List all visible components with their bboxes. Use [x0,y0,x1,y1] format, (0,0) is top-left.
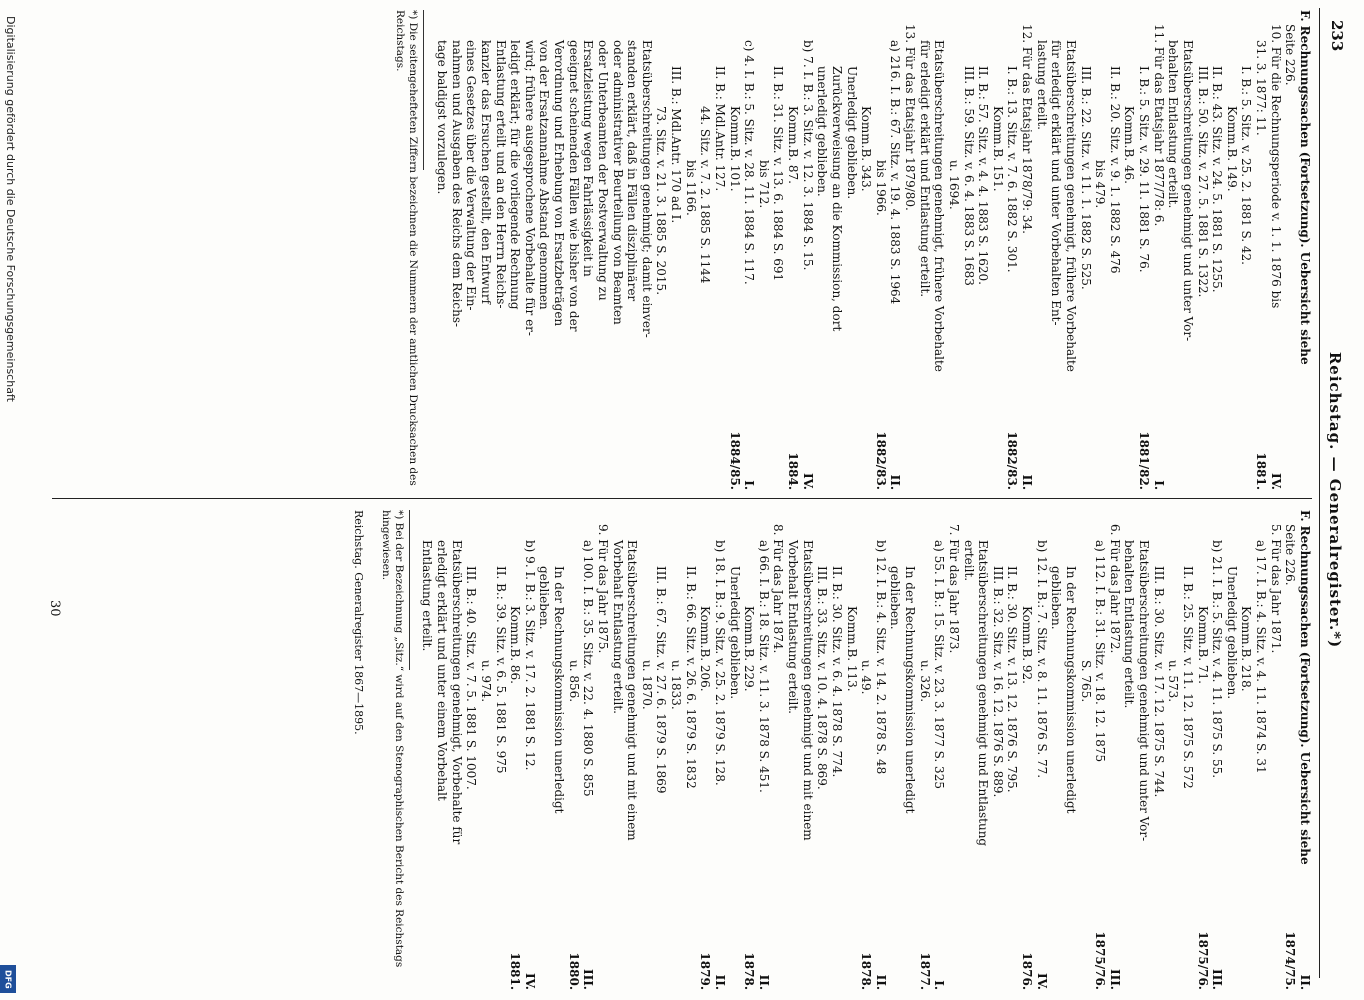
entry-text: Komm.B. 86. [508,606,523,684]
register-entry-line [961,10,976,490]
register-entry-line [610,510,625,990]
left-column [393,10,1312,490]
folio-number: 30 [47,600,62,617]
entry-text: Komm.B. 149. [1224,106,1239,192]
register-entry-line [1093,10,1108,490]
entry-text: F. Rechnungssachen (Fortsetzung). Uebersicht siehe [1298,510,1312,865]
register-entry-line [727,10,742,490]
entry-text: II. B.: 30. Sitz. v. 6. 4. 1878 S. 774. [830,566,844,778]
session-year-label: 1881. [508,952,523,990]
session-year-label: II. [888,474,903,490]
entry-text: u. 1870. [639,660,654,710]
footnote-rule [409,510,410,670]
register-entry-line [552,510,567,990]
register-entry-line [1151,10,1166,490]
register-entry-line [1254,510,1269,990]
register-entry-line [566,10,581,490]
entry-text: 44. Sitz. v. 7. 2. 1885 S. 1144 [698,106,713,284]
entry-text: geblieben. [1049,566,1064,630]
register-imprint: Reichstag. Generalregister 1867—1895. [351,510,365,735]
entry-text: 9. Für das Jahr 1875. [596,524,610,654]
register-entry-line [683,510,698,990]
register-entry-line [1297,10,1312,490]
register-entry-line [1166,510,1181,990]
entry-text: ledigt erklärt; für die vorliegende Rechnung [508,40,523,310]
register-entry-line [756,10,771,490]
session-year-label: 1881/82. [1137,431,1152,490]
session-year-label: 1880. [566,952,581,990]
entry-text: Etatsüberschreitungen genehmigt und unter Vor- [1181,40,1195,342]
session-year-label: I. [932,980,947,990]
register-entry-line [873,10,888,490]
entry-text: behalten Entlastung erteilt. [1166,40,1181,209]
register-entry-line [1005,10,1020,490]
register-entry-line [859,10,874,490]
entry-text: Entlastung erteilt und an den Herrn Reichs- [493,40,508,309]
register-entry-line [522,510,537,990]
entry-text: b) 12. I. B.: 4. Sitz. v. 14. 2. 1878 S. 48 [873,540,888,775]
entry-text: In der Rechnungskommission unerledigt [552,566,567,814]
register-entry-line [786,10,801,490]
entry-text: b) 21. I. B.: 5. Sitz. v. 4. 11. 1875 S. 55. [1210,540,1225,779]
entry-text: 11. Für das Etatsjahr 1877/78: 6. [1151,24,1166,227]
entry-text: geeignet scheinenden Fällen wie bisher von der [566,40,581,332]
entry-text: II. B.: 39. Sitz. v. 6. 5. 1881 S. 975 [493,566,508,774]
entry-text: 73. Sitz. v. 21. 3. 1885 S. 2015. [654,106,669,296]
entry-text: 5. Für das Jahr 1871. [1268,524,1283,654]
register-entry-line [756,510,771,990]
register-entry-line [464,10,479,490]
entry-text: a) 112. I. B.: 31. Sitz. v. 18. 12. 1875 [1093,540,1108,763]
register-entry-line [508,10,523,490]
register-entry-line [435,10,450,490]
entry-text: II. B.: 25. Sitz. v. 11. 12. 1875 S. 572 [1181,566,1195,789]
register-entry-line [1137,510,1152,990]
session-year-label: IV. [1268,472,1283,490]
register-entry-line [1020,510,1035,990]
entry-text: I. B.: 5. Sitz. v. 25. 2. 1881 S. 42. [1239,66,1254,265]
entry-text: 31. 3. 1877: 11. [1254,40,1269,136]
session-year-label: II. [1020,474,1035,490]
register-entry-line [712,10,727,490]
entry-text: Etatsüberschreitungen genehmigt und mit einem [800,540,815,841]
register-entry-line [537,510,552,990]
entry-text: Komm.B. 92. [1020,606,1035,684]
register-entry-line [946,10,961,490]
register-entry-line [698,10,713,490]
register-entry-line [844,10,859,490]
register-entry-line [522,10,537,490]
entry-text: Unerledigt geblieben. [727,566,742,700]
register-entry-line [800,510,815,990]
register-entry-line [1122,510,1137,990]
register-entry-line [654,510,669,990]
register-entry-line [493,10,508,490]
entry-text: behalten Entlastung erteilt. [1122,540,1137,709]
register-entry-line [888,10,903,490]
register-entry-line [903,10,918,490]
session-year-label: 1879. [698,952,713,990]
entry-text: II. B.: 31. Sitz. v. 13. 6. 1884 S. 691 [771,66,786,282]
session-year-label: II. [873,974,888,990]
register-entry-line [625,510,640,990]
entry-text: a) 66. I. B.: 18. Sitz. v. 11. 3. 1878 S. 451. [756,540,771,793]
entry-text: Komm.B. 343. [859,106,874,192]
register-entry-line [581,10,596,490]
entry-text: wird; frühere ausgesprochene Vorbehalte für er- [522,40,537,336]
entry-text: tage baldigst vorzulegen. [435,40,450,195]
session-year-label: III. [581,968,596,990]
register-entry-line [903,510,918,990]
register-entry-line [1195,510,1210,990]
register-entry-line [1239,510,1254,990]
entry-text: Komm.B. 87. [786,106,801,184]
entry-text: Unerledigt geblieben. [1224,566,1239,700]
register-entry-line [449,10,464,490]
entry-text: a) 216. I. B.: 67. Sitz. v. 19. 4. 1883 S. 1964 [888,40,903,305]
entry-text: erledigt erklärt und unter einem Vorbehalt [435,540,450,801]
entry-text: Etatsüberschreitungen genehmigt; damit einver- [639,40,654,338]
register-entry-line [712,510,727,990]
entry-text: für erledigt erklärt und Entlastung erteilt. [917,40,932,298]
register-entry-line [698,510,713,990]
entry-text: Komm.B. 229. [742,606,757,692]
session-year-label: 1878. [859,952,874,990]
register-entry-line [1049,510,1064,990]
rotated-page-content [12,0,1352,1000]
session-year-label: 1878. [742,952,757,990]
dfg-logo: DFG [0,965,16,993]
entry-text: 6. Für das Jahr 1872. [1107,524,1122,654]
register-entry-line [742,10,757,490]
entry-text: geblieben. [888,566,903,630]
register-entry-line [1020,10,1035,490]
register-entry-line [1049,10,1064,490]
register-entry-line [873,510,888,990]
register-entry-line [859,510,874,990]
register-entry-line [1224,510,1239,990]
register-entry-line [990,10,1005,490]
entry-text: Vorbehalt Entlastung erteilt. [610,540,625,714]
session-year-label: IV. [1034,972,1049,990]
entry-text: II. B.: 57. Sitz. v. 4. 4. 1883 S. 1620. [976,66,991,285]
entry-text: a) 100. I. B.: 35. Sitz. v. 22. 4. 1880 S. 855 [581,540,596,797]
session-year-label: 1884. [786,452,801,490]
session-year-label: 1874/75. [1283,931,1298,990]
entry-text: erteilt. [961,540,976,582]
entry-text: bis 479. [1093,160,1108,209]
session-year-label: 1875/76. [1093,931,1108,990]
register-entry-line [683,10,698,490]
register-entry-line [1078,510,1093,990]
entry-text: Etatsüberschreitungen genehmigt und Entlastung [976,540,991,847]
entry-text: u. 1833. [669,660,684,710]
register-entry-line [829,510,844,990]
register-entry-line [932,10,947,490]
entry-text: oder Unterbeamten der Postverwaltung zu [596,40,610,301]
entry-text: II. B.: Mdl.Antr. 127. [713,66,727,192]
register-entry-line [1137,10,1152,490]
entry-text: Komm.B. 151. [990,106,1005,192]
register-entry-line [844,510,859,990]
entry-text: III. B.: 22. Sitz. v. 11. 1. 1882 S. 525. [1078,66,1093,290]
entry-text: bis 712. [756,160,771,209]
register-entry-line [1034,510,1049,990]
entry-text: u. 1694. [947,160,961,210]
register-entry-line [786,510,801,990]
register-entry-line [1195,10,1210,490]
entry-text: 13. Für das Etatsjahr 1879/80. [903,24,918,211]
entry-text: b) 7. I. B.: 3. Sitz. v. 12. 3. 1884 S. 15. [800,40,815,271]
entry-text: III. B.: 59. Sitz. v. 6. 4. 1883 S. 1683 [961,66,976,286]
register-entry-line [478,510,493,990]
entry-text: II. B.: 30. Sitz. v. 13. 12. 1876 S. 795. [1005,566,1020,793]
entry-text: III. B.: Mdl.Antr. 170 ad I. [669,66,684,224]
entry-text: geblieben. [537,566,552,630]
register-entry-line [932,510,947,990]
entry-text: I. B.: 5. Sitz. v. 29. 11. 1881 S. 76. [1137,66,1152,273]
entry-text: Unerledigt geblieben. [844,66,859,200]
entry-text: 8. Für das Jahr 1874. [771,524,786,654]
register-entry-line [976,10,991,490]
entry-text: III. B.: 67. Sitz. v. 27. 6. 1879 S. 1869 [654,566,669,794]
entry-text: a) 17. I. B.: 4. Sitz. v. 4. 11. 1874 S. 31 [1254,540,1269,774]
register-entry-line [1151,510,1166,990]
register-entry-line [815,10,830,490]
entry-text: 12. Für das Etatsjahr 1878/79: 34. [1020,24,1035,234]
entry-text: Ersatzleistung wegen Fahrlässigkeit in [581,40,596,277]
register-entry-line [595,10,610,490]
register-entry-line [976,510,991,990]
register-entry-line [1210,10,1225,490]
register-entry-line [669,510,684,990]
register-entry-line [961,510,976,990]
register-entry-line [552,10,567,490]
register-entry-line [990,510,1005,990]
register-entry-line [829,10,844,490]
entry-text: III. B.: 30. Sitz. v. 17. 12. 1875 S. 744. [1151,566,1166,798]
register-entry-line [1063,10,1078,490]
session-year-label: IV. [800,472,815,490]
register-entry-line [1268,510,1283,990]
session-year-label: 1876. [1020,952,1035,990]
session-year-label: 1884/85. [727,431,742,490]
session-year-label: II. [756,974,771,990]
entry-text: Seite 226. [1283,524,1298,586]
register-entry-line [1093,510,1108,990]
register-entry-line [1005,510,1020,990]
register-entry-line [946,510,961,990]
register-entry-line [917,510,932,990]
register-entry-line [815,510,830,990]
register-entry-line [610,10,625,490]
entry-text: standen erklärt, daß in Fällen disziplinärer [625,40,640,302]
register-entry-line [464,510,479,990]
register-entry-line [1283,10,1298,490]
entry-text: I. B.: 13. Sitz. v. 7. 6. 1882 S. 301. [1005,66,1020,273]
session-year-label: II. [1298,974,1312,990]
register-entry-line [478,10,493,490]
register-entry-line [654,10,669,490]
register-entry-line [581,510,596,990]
entry-text: Komm.B. 113. [844,606,859,692]
entry-text: 10. Für die Rechnungsperiode v. 1. 1. 1876 bis [1268,24,1283,309]
register-entry-line [449,510,464,990]
entry-text: b) 12. I. B.: 7. Sitz. v. 8. 11. 1876 S. 77. [1034,540,1049,779]
entry-text: Etatsüberschreitungen genehmigt, Vorbehalte für [449,540,464,845]
entry-text: u. 856. [566,660,581,703]
entry-text: S. 765. [1078,660,1093,703]
entry-text: bis 1166. [683,160,698,216]
session-year-label: 1875/76. [1195,931,1210,990]
register-entry-line [625,10,640,490]
entry-text: Etatsüberschreitungen genehmigt und mit einem [625,540,640,841]
session-year-label: I. [742,480,757,490]
register-entry-line [1122,10,1137,490]
entry-text: eines Gesetzes über die Verwaltung der Ein- [464,40,479,311]
right-entry-list [420,510,1312,990]
entry-text: 7. Für das Jahr 1873. [947,524,961,654]
entry-text: c) 4. I. B.: 5. Sitz. v. 28. 11. 1884 S. 117. [742,40,757,285]
entry-text: Verordnung und Erhebung von Ersatzbeträgen [552,40,567,327]
register-entry-line [1180,10,1195,490]
register-entry-line [1034,10,1049,490]
register-entry-line [1297,510,1312,990]
session-year-label: II. [713,974,727,990]
register-entry-line [1063,510,1078,990]
register-entry-line [1078,10,1093,490]
register-entry-line [742,510,757,990]
header-rule [1319,8,1320,978]
register-entry-line [1239,10,1254,490]
register-entry-line [639,510,654,990]
session-year-label: I. [1151,480,1166,490]
entry-text: III. B.: 50. Sitz. v. 27. 5. 1881 S. 1322. [1195,66,1210,298]
entry-text: Etatsüberschreitungen genehmigt, frühere Vorbehalte [932,40,947,372]
right-footnote: *) Bei der Bezeichnung „Sitz.“ wird auf den Stenographischen Bericht des Reichstags hingewiesen. [379,510,405,968]
register-entry-line [917,10,932,490]
entry-text: nahmen und Ausgaben des Reichs dem Reichs- [449,40,464,328]
session-year-label: 1877. [917,952,932,990]
page-header-title: Reichstag. — Generalregister.*) [1326,351,1344,649]
entry-text: F. Rechnungssachen (Fortsetzung). Uebersicht siehe [1298,10,1312,365]
entry-text: Vorbehalt Entlastung erteilt. [786,540,801,714]
right-column [351,510,1312,990]
entry-text: Etatsüberschreitungen genehmigt und unter Vor- [1137,540,1152,842]
footnote-rule [424,10,425,170]
entry-text: In der Rechnungskommission unerledigt [1064,566,1078,814]
entry-text: Zurückverweisung an die Kommission, dort [830,66,844,332]
register-entry-line [771,510,786,990]
register-entry-line [1224,10,1239,490]
register-entry-line [1180,510,1195,990]
register-entry-line [435,510,450,990]
page-number: 233 [1328,20,1346,52]
session-year-label: III. [1210,968,1225,990]
entry-text: III. B.: 40. Sitz. v. 7. 5. 1881 S. 1007. [464,566,479,790]
column-divider [52,498,1312,499]
register-entry-line [1210,510,1225,990]
register-entry-line [508,510,523,990]
register-entry-line [727,510,742,990]
register-entry-line [537,10,552,490]
entry-text: u. 326. [917,660,932,703]
session-year-label: 1881. [1254,452,1269,490]
entry-text: lastung erteilt. [1034,40,1049,130]
entry-text: u. 974. [479,660,493,703]
register-entry-line [669,10,684,490]
register-entry-line [420,510,435,990]
entry-text: Komm.B. 101. [727,106,742,192]
entry-text: II. B.: 43. Sitz. v. 24. 5. 1881 S. 1255. [1210,66,1225,293]
entry-text: III. B.: 32. Sitz. v. 16. 12. 1876 S. 889. [990,566,1005,798]
register-entry-line [493,510,508,990]
entry-text: In der Rechnungskommission unerledigt [903,566,918,814]
entry-text: u. 49. [859,660,874,695]
entry-text: Entlastung erteilt. [420,540,435,652]
session-year-label: 1882/83. [873,431,888,490]
register-entry-line [1107,10,1122,490]
entry-text: unerledigt geblieben. [815,66,830,197]
entry-text: von der Ersatzannahme Abstand genommen [537,40,552,310]
session-year-label: III. [1107,968,1122,990]
session-year-label: IV. [522,972,537,990]
register-entry-line [1107,510,1122,990]
entry-text: b) 18. I. B.: 9. Sitz. v. 25. 2. 1879 S. 128. [713,540,727,786]
register-entry-line [1166,10,1181,490]
entry-text: Etatsüberschreitungen genehmigt, frühere Vorbehalte [1064,40,1078,372]
entry-text: Komm.B. 46. [1122,106,1137,184]
entry-text: bis 1966. [873,160,888,216]
left-entry-list [435,10,1313,490]
entry-text: kanzler das Ersuchen gestellt, den Entwurf [479,40,493,305]
entry-text: II. B.: 20. Sitz. v. 9. 1. 1882 S. 476 [1107,66,1122,274]
left-footnote: *) Die seitengehefteten Ziffern bezeichnen die Nummern der amtlichen Drucksachen des Reichstags. [394,10,420,486]
register-entry-line [1268,10,1283,490]
register-entry-line [800,10,815,490]
entry-text: III. B.: 33. Sitz. v. 10. 4. 1878 S. 869. [815,566,830,790]
entry-text: b) 9. I. B.: 3. Sitz. v. 17. 2. 1881 S. 12. [522,540,537,771]
entry-text: u. 573. [1166,660,1181,703]
register-entry-line [1254,10,1269,490]
register-entry-line [566,510,581,990]
entry-text: für erledigt erklärt und unter Vorbehalten Ent- [1049,40,1064,326]
entry-text: oder administrativer Beurteilung von Beamten [610,40,625,325]
entry-text: a) 55. I. B.: 15. Sitz. v. 23. 3. 1877 S. 325 [932,540,947,789]
entry-text: II. B.: 66. Sitz. v. 26. 6. 1879 S. 1832 [683,566,698,789]
entry-text: Seite 226. [1283,24,1298,86]
digitization-credit-text: Digitalisierung gefördert durch die Deutsche Forschungsgemeinschaft [4,16,17,402]
register-entry-line [639,10,654,490]
register-entry-line [771,10,786,490]
register-entry-line [595,510,610,990]
entry-text: Komm.B. 71. [1195,606,1210,684]
register-entry-line [888,510,903,990]
entry-text: Komm.B. 206. [698,606,713,692]
entry-text: Komm.B. 218. [1239,606,1254,692]
register-entry-line [1283,510,1298,990]
session-year-label: 1882/83. [1005,431,1020,490]
